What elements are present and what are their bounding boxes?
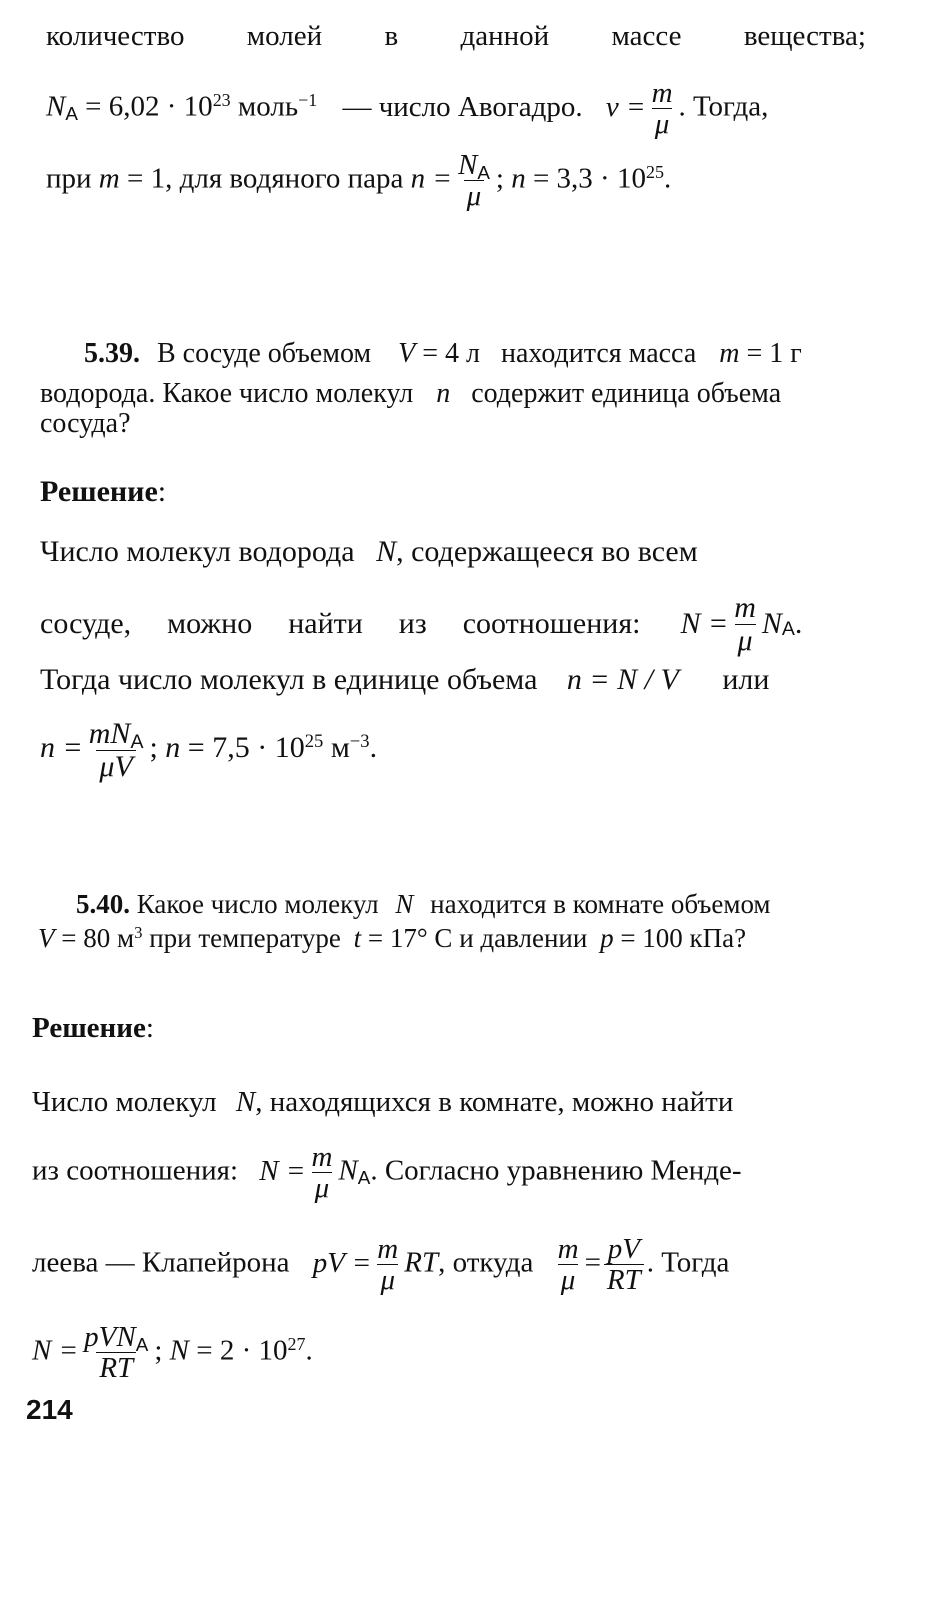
text: — число Авогадро. xyxy=(342,90,583,123)
solution-539-line-3 xyxy=(40,662,769,698)
text: , откуда xyxy=(438,1246,534,1279)
solution-heading-540 xyxy=(32,1010,154,1046)
text: . Тогда xyxy=(646,1246,730,1279)
denominator: μ xyxy=(377,1264,398,1295)
text: находится масса xyxy=(501,338,697,369)
solution-label: Решение xyxy=(40,475,158,508)
subscript: А xyxy=(65,103,78,125)
fraction xyxy=(308,1142,335,1204)
symbol-N: N xyxy=(457,149,478,181)
symbol-V: V xyxy=(398,338,416,369)
text: при xyxy=(46,162,92,195)
avogadro-line xyxy=(46,78,768,140)
text: Тогда число молекул в единице объема xyxy=(40,663,538,696)
text: водорода. Какое число молекул xyxy=(40,378,414,409)
symbol-RT: RT xyxy=(404,1246,439,1279)
solution-539-line-2 xyxy=(40,592,860,656)
fraction xyxy=(86,718,147,782)
equals-sign: = xyxy=(584,1246,601,1279)
text: находится в комнате объемом xyxy=(430,889,771,919)
text: и давлении xyxy=(459,923,588,953)
problem-540-line-2 xyxy=(38,920,746,960)
page-number: 214 xyxy=(26,1394,73,1425)
text: содержит единица объема xyxy=(471,378,782,409)
text: Число молекул водорода xyxy=(40,535,355,568)
exponent: 27 xyxy=(287,1333,306,1354)
numerator: pV xyxy=(607,1233,640,1265)
symbol-n: n xyxy=(511,162,526,195)
subscript: А xyxy=(477,161,490,183)
fraction xyxy=(604,1234,644,1296)
numerator xyxy=(81,1321,151,1355)
value: = 4 л xyxy=(422,338,481,369)
fraction xyxy=(731,592,759,656)
word: массе xyxy=(611,20,682,52)
numerator: m xyxy=(377,1233,399,1265)
numerator: m xyxy=(557,1233,579,1265)
solution-540-line-4 xyxy=(32,1322,313,1384)
problem-number: 5.39. xyxy=(84,338,140,369)
colon: : xyxy=(145,1012,154,1044)
symbol-N: N xyxy=(395,889,414,919)
value: = 100 кПа? xyxy=(620,923,747,953)
numerator: m xyxy=(311,1141,333,1173)
symbol-N: N xyxy=(169,1334,189,1367)
exponent: 25 xyxy=(645,161,664,182)
formula: n = N / V xyxy=(566,663,679,696)
denominator: μV xyxy=(96,750,135,783)
denominator: μ xyxy=(558,1264,579,1295)
vapor-line xyxy=(46,150,671,212)
top-line-1 xyxy=(46,18,866,54)
symbol-pV: pV = xyxy=(312,1246,372,1279)
value: = 2 · 10 xyxy=(196,1334,288,1367)
exponent: 25 xyxy=(304,730,324,752)
solution-539-line-4 xyxy=(40,718,377,782)
fraction xyxy=(374,1234,401,1296)
denominator: RT xyxy=(96,1352,136,1383)
symbol-n: n = xyxy=(40,730,83,764)
symbol-n: n = xyxy=(410,162,452,195)
problem-539-line-1 xyxy=(84,336,802,372)
numerator: m xyxy=(651,77,673,109)
symbol-p: p xyxy=(600,923,614,953)
text: . xyxy=(663,162,672,195)
denominator: μ xyxy=(312,1172,333,1203)
word: найти xyxy=(288,607,363,640)
text: леева — Клапейрона xyxy=(32,1246,290,1279)
text: . Тогда, xyxy=(678,90,769,123)
symbol-N: N xyxy=(338,1154,358,1187)
problem-number: 5.40. xyxy=(76,889,130,919)
subscript: А xyxy=(781,617,795,640)
text: Число молекул xyxy=(32,1086,217,1118)
fraction xyxy=(81,1322,151,1384)
avogadro-value: = 6,02 · 10 xyxy=(85,90,213,123)
word: вещества; xyxy=(743,20,866,52)
numerator xyxy=(86,717,147,753)
exponent: 23 xyxy=(212,89,231,110)
symbol-m: m xyxy=(719,338,740,369)
symbol-n: n xyxy=(165,730,181,764)
problem-540-line-1 xyxy=(76,886,771,922)
subscript: А xyxy=(357,1167,371,1189)
solution-540-line-1 xyxy=(32,1084,733,1120)
unit: м xyxy=(330,730,350,764)
problem-539-line-3 xyxy=(40,406,131,442)
value: = 1 г xyxy=(746,338,802,369)
separator: ; xyxy=(495,162,504,195)
exponent: 3 xyxy=(134,922,143,942)
subscript: А xyxy=(130,730,144,753)
solution-540-line-3 xyxy=(32,1234,729,1296)
word: можно xyxy=(167,607,253,640)
value: = 17° С xyxy=(367,923,453,953)
word: из xyxy=(398,607,427,640)
symbol-nu: ν = xyxy=(605,90,646,123)
colon: : xyxy=(157,475,167,508)
text: сосуда? xyxy=(40,408,131,439)
value: = 1 xyxy=(127,162,166,195)
value: = 80 м xyxy=(61,923,135,953)
word: сосуде, xyxy=(40,607,132,640)
symbol-N: N = xyxy=(32,1334,79,1367)
denominator: RT xyxy=(604,1264,644,1295)
text: Какое число молекул xyxy=(136,889,379,919)
fraction xyxy=(455,150,493,212)
text: при температуре xyxy=(149,923,341,953)
solution-label: Решение xyxy=(32,1012,146,1044)
text: . Согласно уравнению Менде- xyxy=(370,1154,742,1187)
text: , содержащееся во всем xyxy=(396,535,698,568)
word: количество xyxy=(46,20,185,52)
numerator xyxy=(455,149,493,183)
unit: моль xyxy=(237,90,299,123)
symbol-t: t xyxy=(353,923,362,953)
symbol-N: N xyxy=(761,607,782,640)
fraction xyxy=(555,1234,582,1296)
symbol-N: N xyxy=(235,1086,256,1118)
solution-539-line-1 xyxy=(40,534,698,570)
text: или xyxy=(722,663,770,696)
denominator: μ xyxy=(735,624,756,657)
numerator-text: pVN xyxy=(84,1321,136,1353)
symbol-m: m xyxy=(98,162,120,195)
problem-539-line-2 xyxy=(40,376,781,412)
solution-heading-539 xyxy=(40,474,166,510)
value: = 3,3 · 10 xyxy=(532,162,646,195)
symbol-N: N = xyxy=(259,1154,306,1187)
symbol-n: n xyxy=(436,378,451,409)
text: . xyxy=(305,1334,313,1367)
word: в xyxy=(384,20,399,52)
text: из соотношения: xyxy=(32,1154,239,1187)
solution-540-line-2 xyxy=(32,1142,742,1204)
text: . xyxy=(369,730,378,764)
numerator: m xyxy=(734,591,756,624)
symbol-V: V xyxy=(38,923,55,953)
symbol-N: N xyxy=(46,90,66,123)
separator: ; xyxy=(154,1334,163,1367)
separator: ; xyxy=(149,730,158,764)
text: В сосуде объемом xyxy=(157,338,372,369)
word: молей xyxy=(246,20,323,52)
denominator: μ xyxy=(652,108,673,139)
numerator-text: mN xyxy=(88,717,131,750)
symbol-N: N = xyxy=(680,607,729,640)
text: , для водяного пара xyxy=(165,162,404,195)
value: = 7,5 · 10 xyxy=(187,730,305,764)
fraction xyxy=(649,78,676,140)
text: . xyxy=(794,607,803,640)
symbol-N: N xyxy=(376,535,397,568)
text: , находящихся в комнате, можно найти xyxy=(255,1086,734,1118)
word: данной xyxy=(460,20,550,52)
denominator: μ xyxy=(464,180,485,211)
exponent: −1 xyxy=(298,89,318,110)
exponent: −3 xyxy=(349,730,370,752)
word: соотношения: xyxy=(462,607,641,640)
subscript: А xyxy=(135,1333,149,1355)
